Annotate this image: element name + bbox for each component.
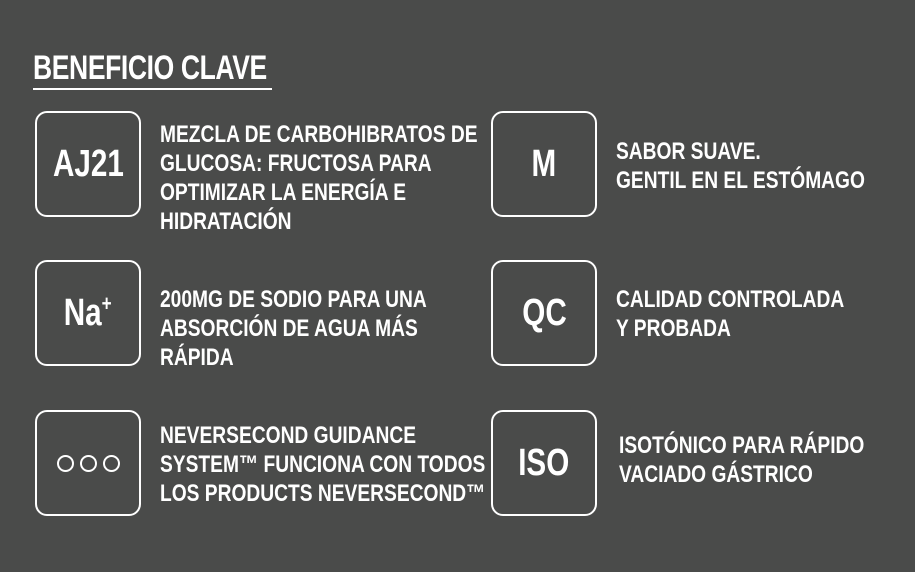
benefit-line: GLUCOSA: FRUCTOSA PARA — [160, 150, 432, 177]
benefit-line: SABOR SUAVE. — [616, 138, 761, 165]
page-title: BENEFICIO CLAVE — [33, 49, 267, 87]
benefit-guidance-text — [160, 421, 485, 508]
benefit-line: GENTIL EN EL ESTÓMAGO — [616, 167, 865, 194]
benefit-carbohydrates-text — [160, 120, 478, 236]
circle-icon — [80, 455, 97, 472]
benefit-isotonic-text — [619, 431, 864, 489]
badge-sodium-label: Na+ — [64, 291, 112, 334]
benefit-line: ABSORCIÓN DE AGUA MÁS — [160, 315, 418, 342]
benefit-line: HIDRATACIÓN — [160, 208, 292, 235]
three-circles-icon — [57, 455, 120, 472]
badge-guidance-system — [35, 410, 141, 516]
title-underline — [33, 88, 272, 90]
benefit-line: RÁPIDA — [160, 344, 234, 371]
circle-icon — [103, 455, 120, 472]
badge-qc — [491, 260, 597, 366]
benefit-line: LOS PRODUCTS NEVERSECOND™ — [160, 480, 486, 507]
badge-m — [491, 111, 597, 217]
benefit-line: MEZCLA DE CARBOHIBRATOS DE — [160, 121, 478, 148]
badge-iso — [491, 410, 597, 516]
badge-aj21-label: AJ21 — [52, 142, 124, 185]
badge-qc-label: QC — [521, 291, 567, 334]
benefit-line: ISOTÓNICO PARA RÁPIDO — [619, 432, 865, 459]
benefit-flavor-text — [616, 137, 865, 195]
benefit-line: NEVERSECOND GUIDANCE — [160, 422, 417, 449]
benefit-line: CALIDAD CONTROLADA — [616, 286, 845, 313]
benefit-line: VACIADO GÁSTRICO — [619, 461, 813, 488]
benefit-line: OPTIMIZAR LA ENERGÍA E — [160, 179, 407, 206]
benefit-sodium-text — [160, 285, 427, 372]
badge-aj21 — [35, 111, 141, 217]
benefit-line: Y PROBADA — [616, 315, 731, 342]
benefit-quality-text — [616, 285, 844, 343]
benefit-line: SYSTEM™ FUNCIONA CON TODOS — [160, 451, 486, 478]
badge-sodium — [35, 260, 141, 366]
circle-icon — [57, 455, 74, 472]
badge-m-label: M — [531, 142, 557, 185]
benefit-line: 200MG DE SODIO PARA UNA — [160, 286, 427, 313]
badge-iso-label: ISO — [518, 441, 570, 484]
